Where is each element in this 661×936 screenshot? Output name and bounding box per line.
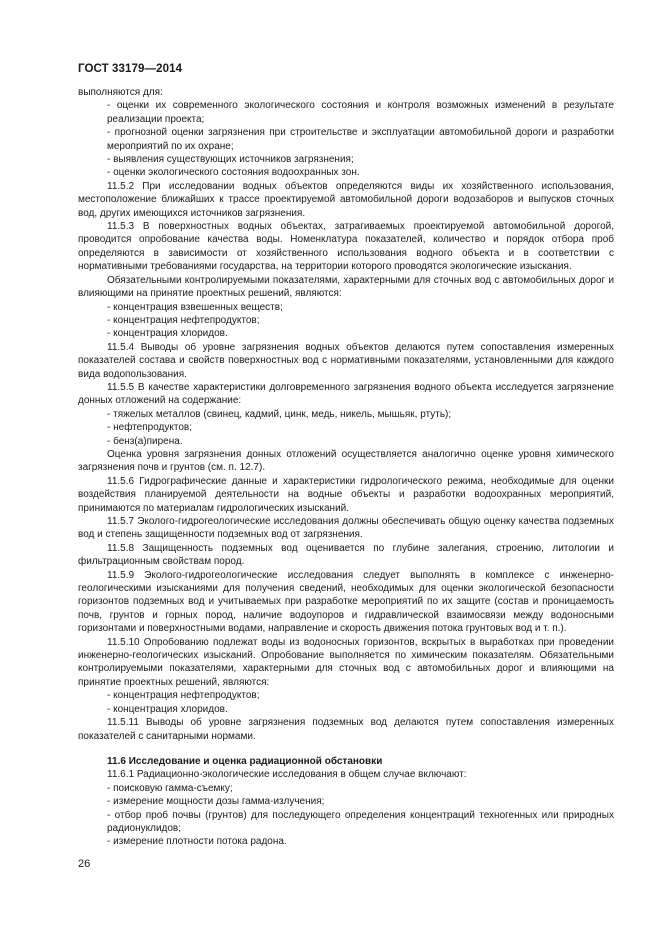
page-number: 26 [78,858,91,870]
paragraph: Обязательными контролируемыми показателями, характерными для сточных вод с автомобильных дорог и влияющими на принятие проектных решений, являются: [78,274,614,300]
list-item: - измерение мощности дозы гамма-излучения; [107,796,325,808]
list-item: - концентрация нефтепродуктов; [107,314,260,326]
paragraph: 11.5.2 При исследовании водных объектов определяются виды их хозяйственного использования, местоположение ближайших к трассе проектируемой автомобильной дороги водозаборов и выпусков сточных вод, других имеющихся источников загрязнения. [78,180,614,219]
paragraph: 11.5.5 В качестве характеристики долговременного загрязнения водного объекта исследуется загрязнение донных отложений на содержание: [78,381,614,407]
list-item: - отбор проб почвы (грунтов) для последующего определения концентраций техногенных или природных радионуклидов; [107,809,614,834]
paragraph: 11.5.4 Выводы об уровне загрязнения водных объектов делаются путем сопоставления измеренных показателей состава и свойств поверхностных вод с нормативными показателями, установленными для каждого вида водопользования. [78,341,614,380]
list-item: - нефтепродуктов; [107,422,192,434]
paragraph: 11.5.10 Опробованию подлежат воды из водоносных горизонтов, вскрытых в выработках при проведении инженерно-геологических изысканий. Опробование выполняется по химическим показателям. Обязательными контролируемыми показателями, характерными для сточных вод с автомобильных дорог и влияющими на принятие проектных решений, являются: [78,636,614,688]
list-item: - поисковую гамма-съемку; [107,782,233,794]
paragraph: 11.5.7 Эколого-гидрогеологические исследования должны обеспечивать общую оценку качества подземных вод и степень защищенности подземных вод от загрязнения. [78,516,614,541]
paragraph: Оценка уровня загрязнения донных отложений осуществляется аналогично оценке уровня химического загрязнения почв и грунтов (см. п. 12.7). [78,448,614,474]
list-item: - измерение плотности потока радона. [107,836,287,848]
paragraph: 11.5.9 Эколого-гидрогеологические исследования следует выполнять в комплексе с инженерно-геологическими изысканиями для получения сведений, необходимых для оценки экологической безопасности горизонтов подземных вод и учитываемых при разработке мероприятий по их защите (состав и проницаемость почв, грунтов и горных пород, наличие водоупоров и гидравлической взаимосвязи между водоносными горизонтами и поверхностными водами, направление и скорость движения потока грунтовых вод и т. п.). [78,569,614,635]
list-item: - бенз(а)пирена. [107,435,183,447]
list-item: - оценки экологического состояния водоохранных зон. [107,167,360,179]
list-item: - тяжелых металлов (свинец, кадмий, цинк, медь, никель, мышьяк, ртуть); [107,408,452,420]
paragraph: 11.5.8 Защищенность подземных вод оценивается по глубине залегания, строению, литологии и фильтрационным свойствам пород. [78,542,614,568]
list-item: - оценки их современного экологического состояния и контроля возможных изменений в результате реализации проекта; [107,100,614,125]
list-item: - концентрация взвешенных веществ; [107,301,283,313]
paragraph: 11.5.11 Выводы об уровне загрязнения подземных вод делаются путем сопоставления измеренных показателей с санитарными нормами. [78,717,614,742]
list-item: - концентрация нефтепродуктов; [107,690,260,702]
section-heading: 11.6 Исследование и оценка радиационной обстановки [107,755,383,767]
list-item: - концентрация хлоридов. [107,328,228,340]
list-item: - выявления существующих источников загрязнения; [107,154,354,166]
list-item: - концентрация хлоридов. [107,703,228,715]
paragraph: выполняются для: [78,87,163,98]
document-body [78,86,614,849]
paragraph: 11.5.3 В поверхностных водных объектах, затрагиваемых проектируемой автомобильной дорогой, проводится опробование качества воды. Номенклатура показателей, количество и порядок отбора проб определяются в зависимости от хозяйственного использования водного объекта и в соответствии с нормативными требованиями государства, на территории которого проводятся экологические изыскания. [78,221,614,273]
paragraph: 11.6.1 Радиационно-экологические исследования в общем случае включают: [107,769,467,781]
paragraph: 11.5.6 Гидрографические данные и характеристики гидрологического режима, необходимые для оценки воздействия планируемой деятельности на водные объекты и разработки водоохранных мероприятий, принимаются по материалам гидрологических изысканий. [78,475,614,514]
list-item: - прогнозной оценки загрязнения при строительстве и эксплуатации автомобильной дороги и разработки мероприятий по их охране; [107,127,614,152]
document-header: ГОСТ 33179—2014 [78,63,183,75]
